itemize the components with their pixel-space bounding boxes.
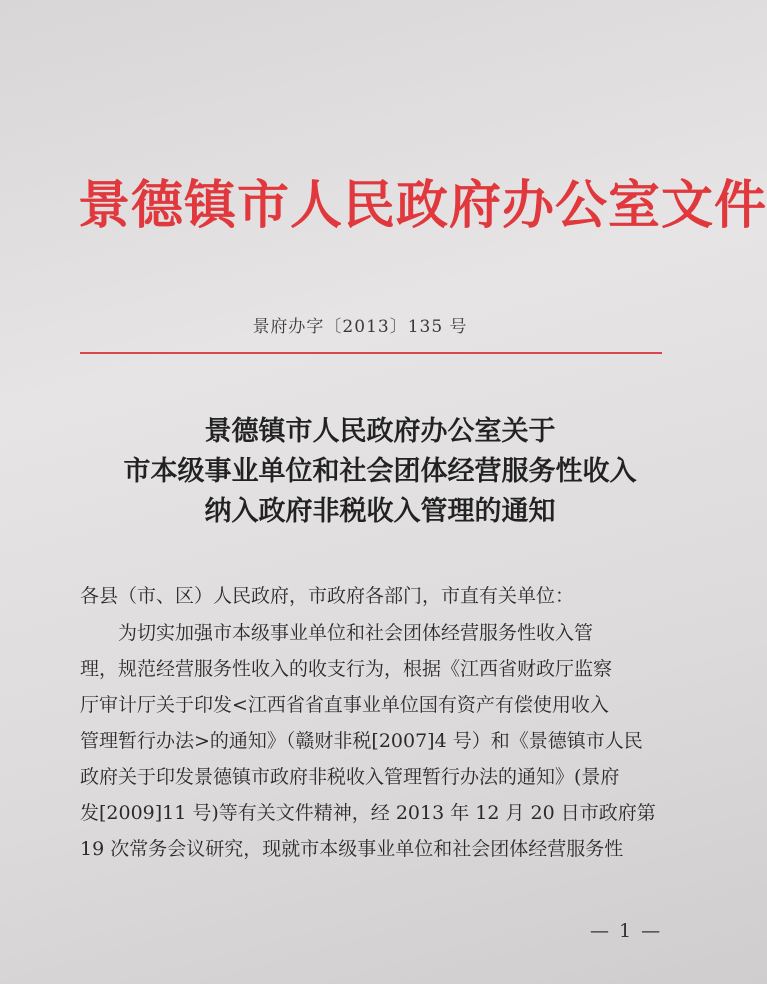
body-paragraph xyxy=(80,615,692,867)
body-line-7: 19 次常务会议研究，现就市本级事业单位和社会团体经营服务性 xyxy=(80,838,624,860)
page-number: — 1 — xyxy=(590,920,663,942)
body-line-5: 政府关于印发景德镇市政府非税收入管理暂行办法的通知》(景府 xyxy=(80,766,620,788)
body-line-4: 管理暂行办法>的通知》（赣财非税[2007]4 号）和《景德镇市人民 xyxy=(80,730,643,752)
notice-title-line-3: 纳入政府非税收入管理的通知 xyxy=(204,496,556,527)
notice-title xyxy=(60,412,700,532)
salutation: 各县（市、区）人民政府，市政府各部门，市直有关单位： xyxy=(80,585,575,607)
show-through-text xyxy=(300,40,520,66)
body-line-3: 厅审计厅关于印发<江西省省直事业单位国有资产有偿使用收入 xyxy=(80,694,609,716)
notice-title-line-1: 景德镇市人民政府办公室关于 xyxy=(204,416,556,447)
document-number: 景府办字〔2013〕135 号 xyxy=(252,317,468,337)
issuing-authority-title: 景德镇市人民政府办公室文件 xyxy=(78,175,767,236)
red-separator-line xyxy=(80,352,662,354)
body-line-1: 为切实加强市本级事业单位和社会团体经营服务性收入管 xyxy=(118,622,594,644)
body-line-6: 发[2009]11 号)等有关文件精神，经 2013 年 12 月 20 日市政府第 xyxy=(80,802,656,824)
notice-title-line-2: 市本级事业单位和社会团体经营服务性收入 xyxy=(123,456,637,487)
body-line-2: 理，规范经营服务性收入的收支行为，根据《江西省财政厅监察 xyxy=(80,658,613,680)
